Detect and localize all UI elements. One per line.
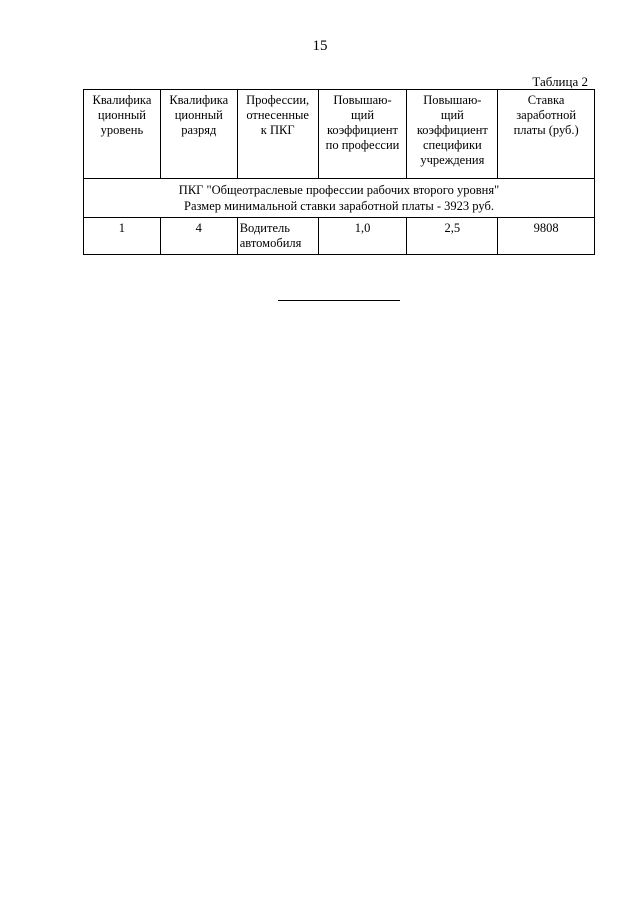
salary-table [83,89,595,255]
group-row [84,179,595,218]
table-header-row [84,90,595,179]
cell-profession [237,218,318,255]
cell-grade: 4 [160,218,237,255]
header-line: учреждения [420,153,485,167]
cell-coef-institution: 2,5 [407,218,498,255]
header-line: Профессии, [246,93,310,107]
header-institution-coefficient [407,90,498,179]
table-row [84,218,595,255]
header-line: ционный [174,108,223,122]
header-qualification-grade [160,90,237,179]
header-line: Повышаю- [333,93,392,107]
profession-line: Водитель [239,221,290,235]
table-caption: Таблица 2 [532,74,588,89]
group-cell [84,179,595,218]
header-line: платы (руб.) [513,123,579,137]
header-line: Квалифика [92,93,152,107]
profession-line: автомобиля [239,236,302,250]
group-title: ПКГ "Общеотраслевые профессии рабочих второго уровня" [178,183,500,197]
cell-salary: 9808 [498,218,595,255]
header-line: Квалифика [169,93,229,107]
header-line: к ПКГ [260,123,295,137]
header-professions [237,90,318,179]
header-line: заработной [516,108,577,122]
header-line: ционный [97,108,146,122]
header-salary-rate [498,90,595,179]
group-subtitle: Размер минимальной ставки заработной платы - 3923 руб. [184,199,494,213]
header-line: по профессии [325,138,400,152]
header-line: щий [440,108,464,122]
footer-divider [278,300,400,301]
header-line: щий [351,108,375,122]
page-number: 15 [312,38,328,54]
header-profession-coefficient [318,90,407,179]
header-line: коэффициент [416,123,488,137]
cell-coef-profession: 1,0 [318,218,407,255]
header-line: разряд [181,123,217,137]
header-line: уровень [100,123,144,137]
header-line: Ставка [527,93,565,107]
header-line: Повышаю- [423,93,482,107]
header-line: специфики [423,138,482,152]
header-qualification-level [84,90,161,179]
cell-level: 1 [84,218,161,255]
header-line: отнесенные [246,108,309,122]
header-line: коэффициент [326,123,399,137]
